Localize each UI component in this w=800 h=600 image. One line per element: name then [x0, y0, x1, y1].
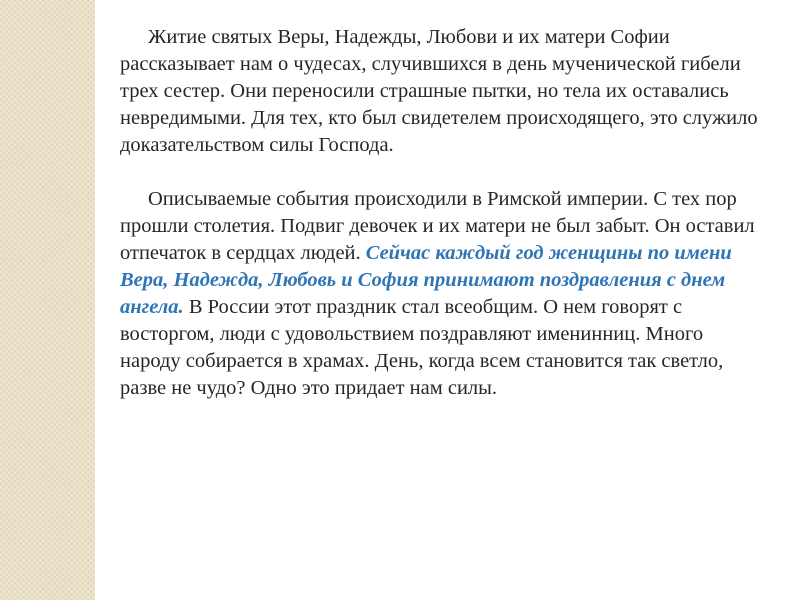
paragraph-2-intro: Описываемые события происходили в Римской империи. С тех пор прошли столетия. Подвиг девочек и их матери не был забыт. Он оставил отпечаток в сердцах людей. — [120, 188, 755, 264]
paragraph-1-text: Житие святых Веры, Надежды, Любови и их матери Софии рассказывает нам о чудесах, случившихся в день мученической гибели трех сестер. Они переносили страшные пытки, но тела их оставались невредимыми. Для тех, кто был свидетелем происходящего, это служило доказательством силы Господа. — [120, 26, 758, 156]
slide-text-body — [120, 24, 760, 402]
decorative-side-band — [0, 0, 95, 600]
paragraph-2 — [120, 186, 760, 402]
paragraph-2-outro: В России этот праздник стал всеобщим. О нем говорят с восторгом, люди с удовольствием поздравляют именинниц. Много народу собирается в храмах. День, когда всем становится так светло, разве не чудо? Одно это придает нам силы. — [120, 296, 724, 399]
highlighted-sentence: Сейчас каждый год женщины по имени Вера, Надежда, Любовь и София принимают поздравления с днем ангела. — [120, 242, 732, 318]
paragraph-1 — [120, 24, 760, 159]
